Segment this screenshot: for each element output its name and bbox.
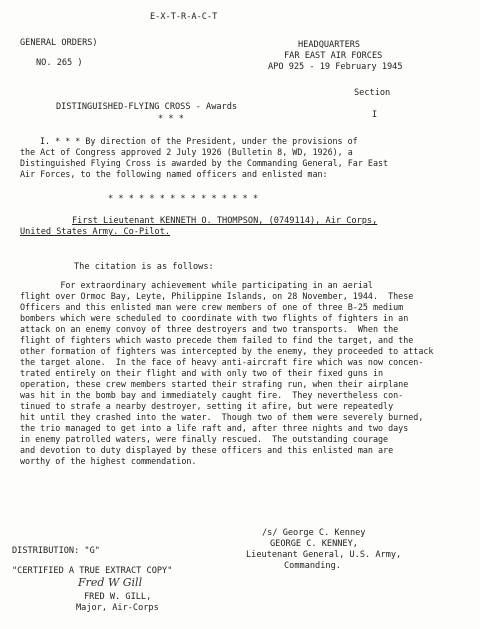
- intro-line: Distinguished Flying Cross is awarded by the Commanding General, Far East: [20, 158, 389, 168]
- section-label: Section: [354, 88, 391, 98]
- citation-line: flight of fighters which wasto precede them failed to find the target, and the: [20, 335, 414, 345]
- citation-line: and devotion to duty displayed by these officers and this enlisted man are: [20, 445, 394, 455]
- citation-line: was hit in the bomb bay and immediately caught fire. They nevertheless con-: [20, 390, 404, 400]
- signature-line4: Commanding.: [284, 561, 341, 571]
- citation-line: the trio managed to get into a life raft and, after three nights and two days: [20, 423, 409, 433]
- star-row: * * * * * * * * * * * * * * *: [108, 194, 259, 204]
- section-number: I: [372, 110, 378, 120]
- distribution: DISTRIBUTION: "G": [12, 546, 100, 556]
- headquarters-line1: HEADQUARTERS: [298, 40, 361, 50]
- citation-line: the target alone. In the face of heavy anti-aircraft fire which was now concen-: [20, 357, 424, 367]
- general-orders-number: NO. 265 ): [36, 58, 83, 68]
- citation-line: hit until they crashed into the water. Though two of them were severely burned,: [20, 412, 424, 422]
- citation-line: For extraordinary achievement while participating in an aerial: [20, 280, 373, 290]
- intro-line: I. * * * By direction of the President, under the provisions of: [40, 136, 358, 146]
- headquarters-line3: APO 925 - 19 February 1945: [268, 62, 403, 72]
- citation-line: bombers which were scheduled to coordinate with two flights of fighters in an: [20, 313, 409, 323]
- certifier-name: FRED W. GILL,: [84, 592, 152, 602]
- award-heading: DISTINGUISHED-FLYING CROSS - Awards: [56, 102, 238, 112]
- citation-intro: The citation is as follows:: [74, 262, 214, 272]
- intro-line: the Act of Congress approved 2 July 1926 (Bulletin 8, WD, 1926), a: [20, 147, 353, 157]
- signature-line3: Lieutenant General, U.S. Army,: [246, 550, 402, 560]
- citation-line: in enemy patrolled waters, were finally rescued. The outstanding courage: [20, 434, 389, 444]
- citation-line: trated entirely on their flight and with only two of their fixed guns in: [20, 368, 384, 378]
- citation-line: flight over Ormoc Bay, Leyte, Philippine Islands, on 28 November, 1944. These: [20, 291, 414, 301]
- certified-statement: "CERTIFIED A TRUE EXTRACT COPY": [12, 566, 173, 576]
- intro-line: Air Forces, to the following named officers and enlisted man:: [20, 169, 328, 179]
- citation-line: attack on an enemy convoy of three destroyers and two transports. When the: [20, 324, 399, 334]
- headquarters-line2: FAR EAST AIR FORCES: [284, 51, 383, 61]
- citation-line: tinued to strafe a nearby destroyer, setting it afire, but were repeatedly: [20, 401, 394, 411]
- signature-line1: /s/ George C. Kenney: [262, 528, 366, 538]
- certifier-rank: Major, Air-Corps: [76, 603, 159, 613]
- citation-line: worthy of the highest commendation.: [20, 456, 197, 466]
- recipient-line1: First Lieutenant KENNETH O. THOMPSON, (0749114), Air Corps,: [72, 216, 378, 226]
- citation-line: Officers and this enlisted man were crew members of one of three B-25 medium: [20, 302, 404, 312]
- citation-line: other formation of fighters was intercepted by the enemy, they proceeded to attack: [20, 346, 434, 356]
- citation-line: operation, these crew members started their strafing run, when their airplane: [20, 379, 409, 389]
- extract-title: E-X-T-R-A-C-T: [150, 12, 218, 22]
- handwritten-signature: Fred W Gill: [78, 576, 143, 589]
- award-stars: * * *: [158, 114, 184, 124]
- recipient-line2: United States Army. Co-Pilot.: [20, 227, 171, 237]
- signature-line2: GEORGE C. KENNEY,: [270, 539, 358, 549]
- general-orders-label: GENERAL ORDERS): [20, 38, 98, 48]
